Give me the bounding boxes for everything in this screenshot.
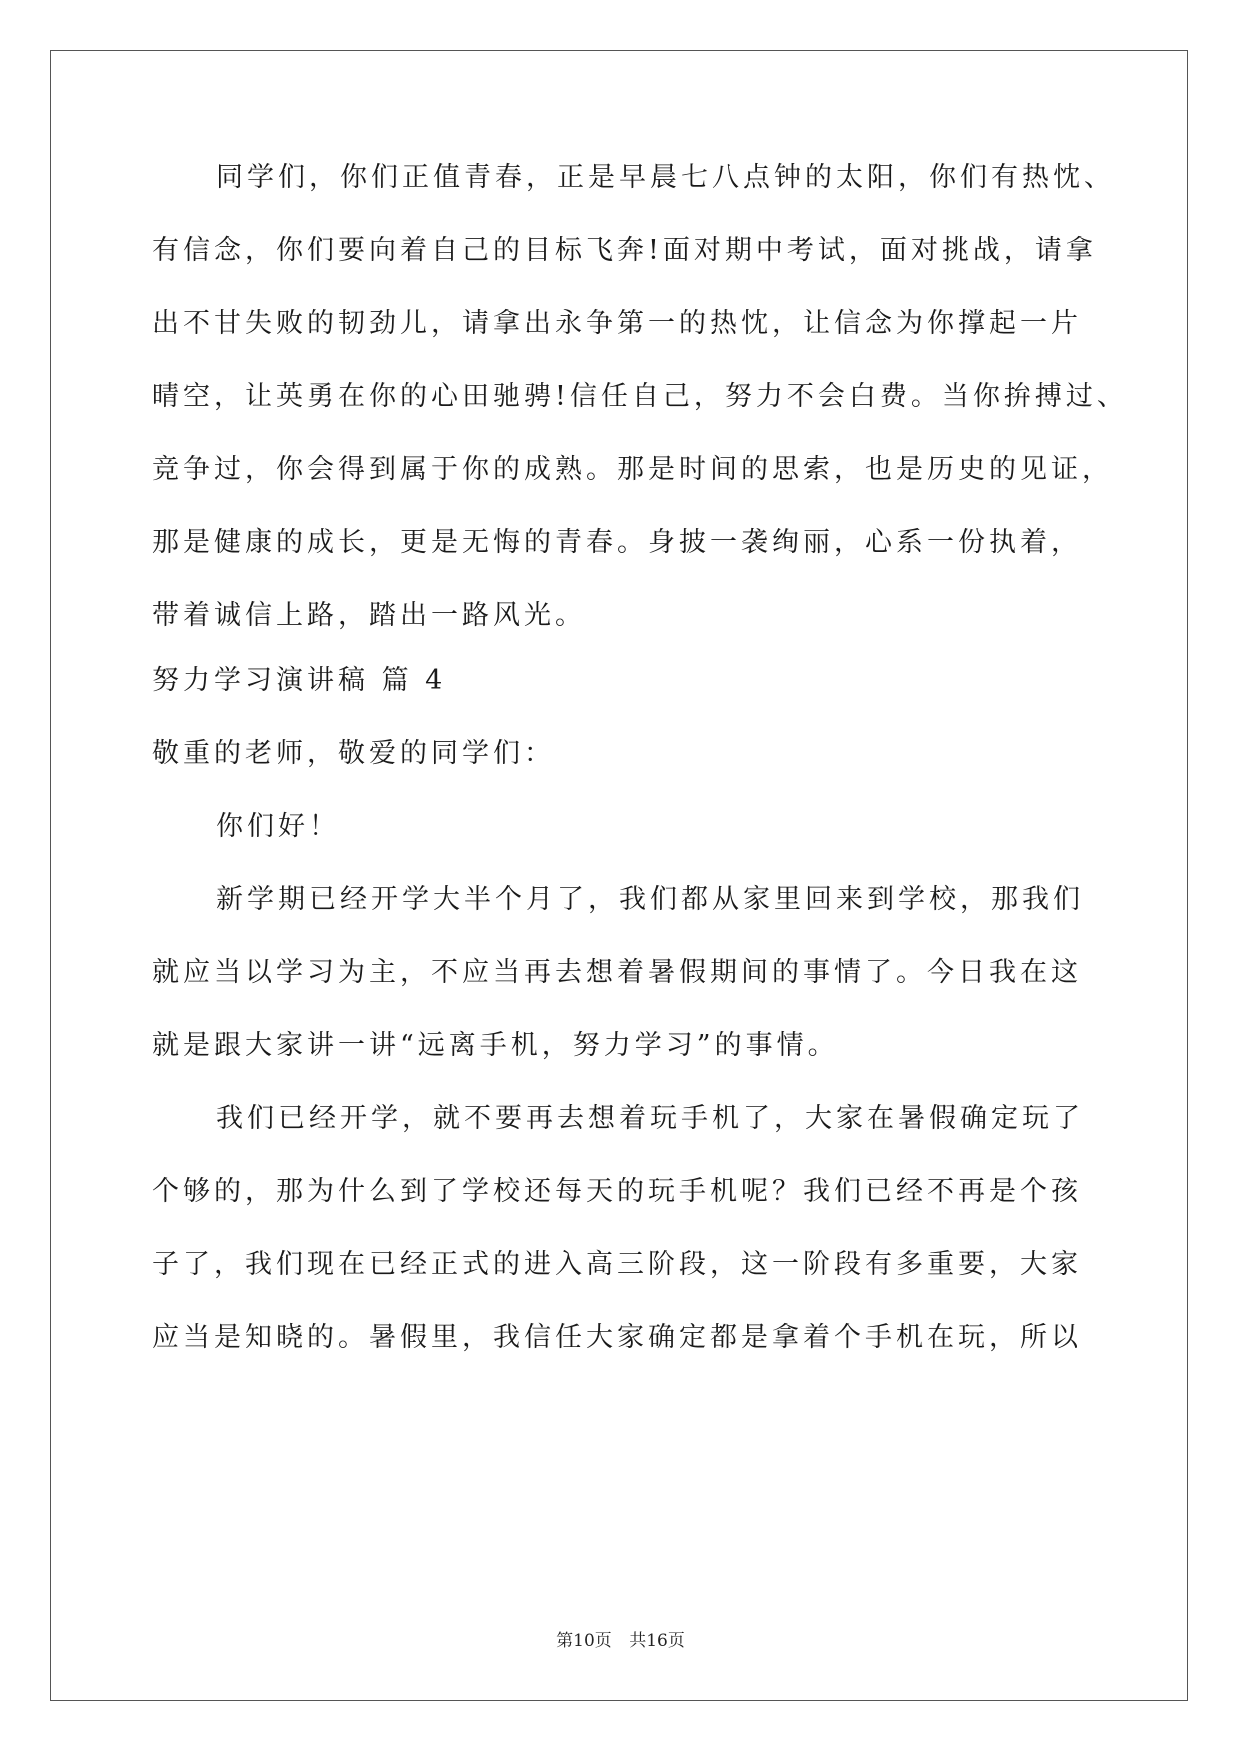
paragraph-line: 晴空，让英勇在你的心田驰骋!信任自己，努力不会白费。当你拚搏过、 [152,381,1128,412]
total-pages-label: 共16页 [629,1631,685,1651]
paragraph-line: 新学期已经开学大半个月了，我们都从家里回来到学校，那我们 [216,884,1084,915]
paragraph-line: 个够的，那为什么到了学校还每天的玩手机呢？我们已经不再是个孩 [152,1176,1082,1207]
page-footer [0,1626,1241,1651]
paragraph-line: 我们已经开学，就不要再去想着玩手机了，大家在暑假确定玩了 [216,1103,1084,1134]
greeting: 你们好！ [216,811,340,842]
paragraph-line: 竞争过，你会得到属于你的成熟。那是时间的思索，也是历史的见证， [152,454,1113,485]
current-page-label: 第10页 [556,1631,612,1651]
paragraph-line: 有信念，你们要向着自己的目标飞奔!面对期中考试，面对挑战，请拿 [152,235,1097,266]
paragraph-line: 那是健康的成长，更是无悔的青春。身披一袭绚丽，心系一份执着， [152,527,1082,558]
paragraph-line: 子了，我们现在已经正式的进入高三阶段，这一阶段有多重要，大家 [152,1249,1082,1280]
section-heading: 努力学习演讲稿 篇 4 [152,665,447,696]
paragraph-line: 就应当以学习为主，不应当再去想着暑假期间的事情了。今日我在这 [152,957,1082,988]
paragraph-line: 出不甘失败的韧劲儿，请拿出永争第一的热忱，让信念为你撑起一片 [152,308,1082,339]
paragraph-line: 带着诚信上路，踏出一路风光。 [152,600,586,631]
paragraph-line: 同学们，你们正值青春，正是早晨七八点钟的太阳，你们有热忱、 [216,162,1115,193]
salutation: 敬重的老师，敬爱的同学们： [152,738,555,769]
paragraph-line: 就是跟大家讲一讲“远离手机，努力学习”的事情。 [152,1030,839,1061]
page-border [50,50,1188,1701]
paragraph-line: 应当是知晓的。暑假里，我信任大家确定都是拿着个手机在玩，所以 [152,1322,1082,1353]
